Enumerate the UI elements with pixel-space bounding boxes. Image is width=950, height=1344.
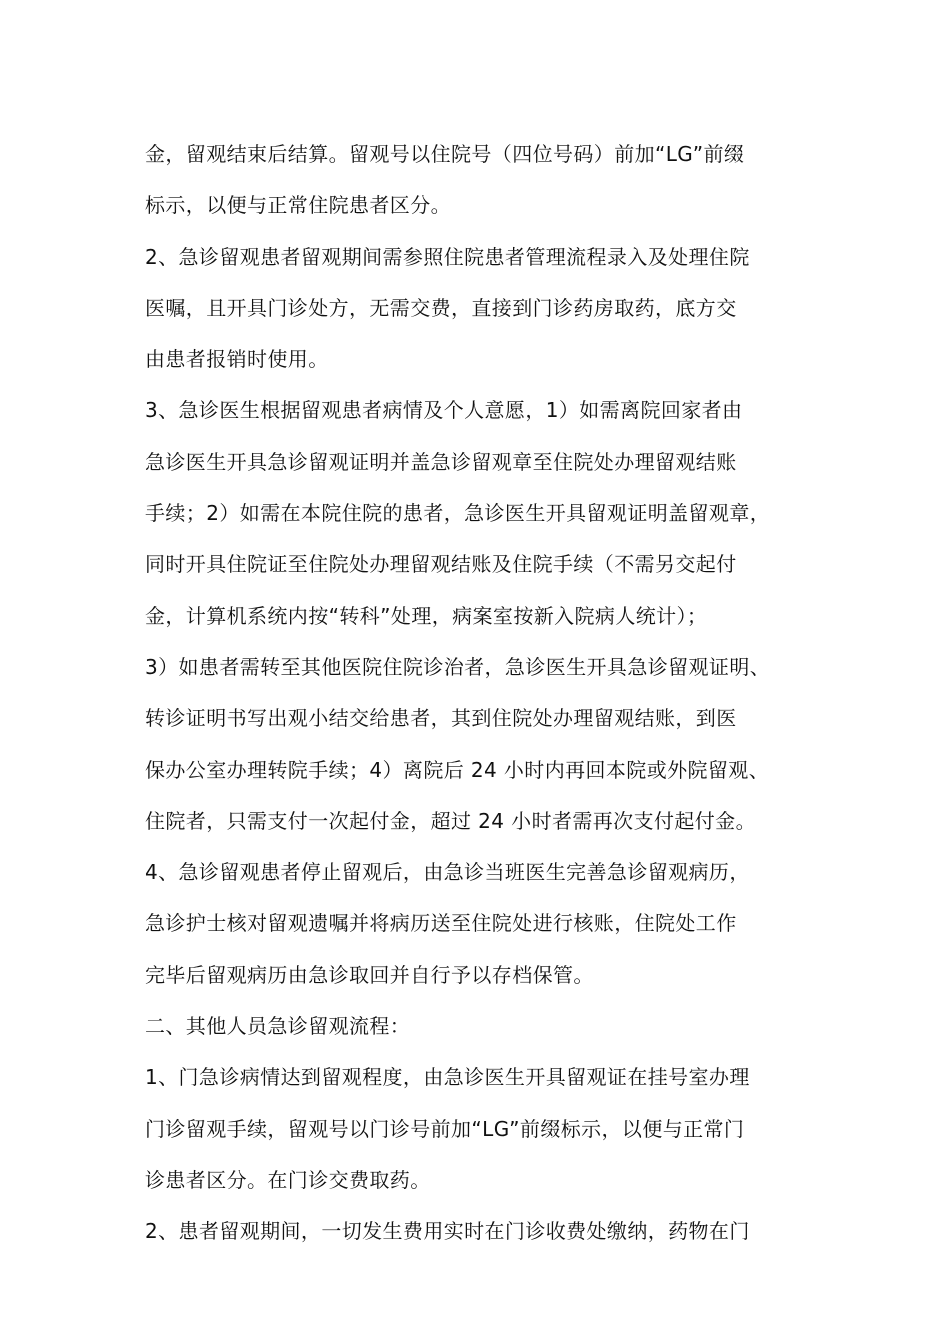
text-line: 2、患者留观期间，一切发生费用实时在门诊收费处缴纳，药物在门 [145,1219,750,1244]
text-line: 金，留观结束后结算。留观号以住院号（四位号码）前加“LG”前缀 [145,142,745,166]
text-line: 转诊证明书写出观小结交给患者，其到住院处办理留观结账，到医 [145,706,737,731]
text-line: 急诊护士核对留观遗嘱并将病历送至住院处进行核账，住院处工作 [145,911,737,936]
text-line: 2、急诊留观患者留观期间需参照住院患者管理流程录入及处理住院 [145,244,750,269]
text-line: 同时开具住院证至住院处办理留观结账及住院手续（不需另交起付 [145,552,737,577]
text-line: 由患者报销时使用。 [145,347,329,372]
text-line: 4、急诊留观患者停止留观后，由急诊当班医生完善急诊留观病历， [145,860,750,885]
text-line: 急诊医生开具急诊留观证明并盖急诊留观章至住院处办理留观结账 [145,449,737,474]
text-line: 门诊留观手续，留观号以门诊号前加“LG”前缀标示，以便与正常门 [145,1116,745,1141]
text-line: 完毕后留观病历由急诊取回并自行予以存档保管。 [145,962,594,987]
section-heading: 二、其他人员急诊留观流程： [145,1014,411,1039]
text-line: 3）如患者需转至其他医院住院诊治者，急诊医生开具急诊留观证明、 [145,654,771,679]
text-line: 手续；2）如需在本院住院的患者，急诊医生开具留观证明盖留观章， [145,501,771,526]
text-line: 3、急诊医生根据留观患者病情及个人意愿，1）如需离院回家者由 [145,398,743,423]
text-line: 诊患者区分。在门诊交费取药。 [145,1167,431,1192]
document-body [145,129,835,1258]
text-line: 标示，以便与正常住院患者区分。 [145,193,451,218]
text-line: 住院者，只需支付一次起付金，超过 24 小时者需再次支付起付金。 [145,808,756,833]
text-line: 金，计算机系统内按“转科”处理，病案室按新入院病人统计）； [145,603,708,628]
text-line: 保办公室办理转院手续；4）离院后 24 小时内再回本院或外院留观、 [145,757,770,782]
text-line: 医嘱，且开具门诊处方，无需交费，直接到门诊药房取药，底方交 [145,295,737,320]
text-line: 1、门急诊病情达到留观程度，由急诊医生开具留观证在挂号室办理 [145,1065,750,1090]
